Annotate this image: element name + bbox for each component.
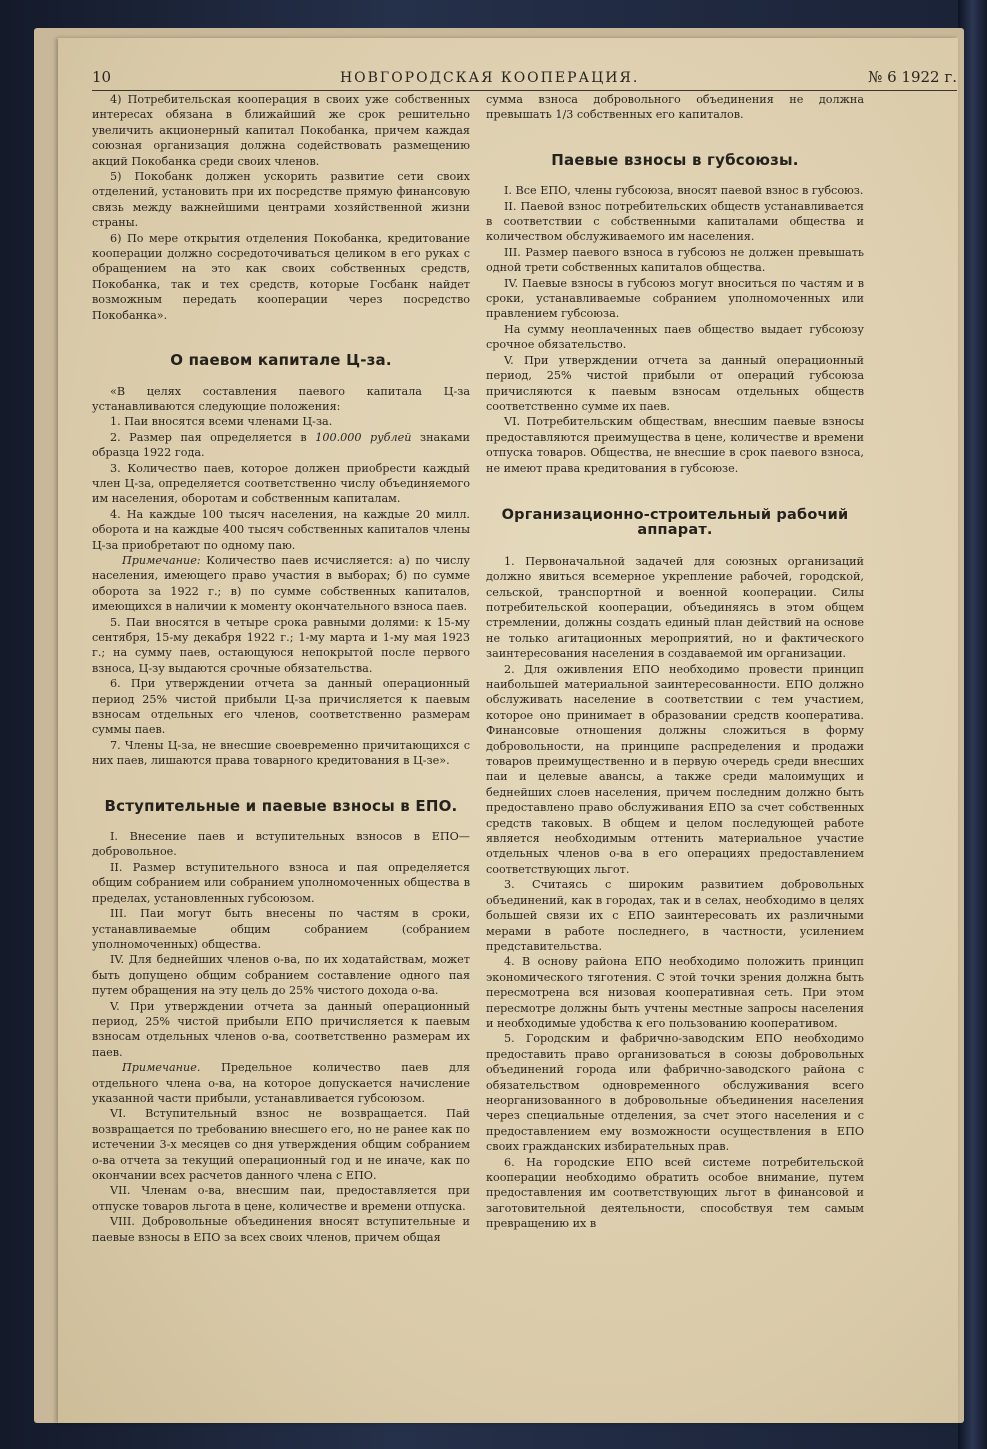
text-run: 2. Размер пая определяется в bbox=[110, 430, 307, 444]
right-column bbox=[486, 92, 864, 1232]
paragraph: 6. На городские ЕПО всей системе потребительской кооперации необходимо обратить особое внимание, путем предоставления им соответствующих льгот в финансовой и заготовительной деятельности, способствуя тем самым превращению их в bbox=[486, 1155, 864, 1231]
note-label: Примечание: bbox=[122, 553, 201, 567]
paragraph: III. Размер паевого взноса в губсоюз не должен превышать одной трети собственных капиталов общества. bbox=[486, 245, 864, 275]
paragraph: II. Размер вступительного взноса и пая определяется общим собранием или собранием уполномоченных общества в пределах, установленных губсоюзом. bbox=[92, 860, 470, 905]
paragraph: 3. Количество паев, которое должен приобрести каждый член Ц-за, определяется соответственно числу объединяемого им населения, оборотам и собственным капиталам. bbox=[92, 461, 470, 506]
paragraph: V. При утверждении отчета за данный операционный период, 25% чистой прибыли ЕПО причисляется к паевым взносам отдельных членов о-ва, соответственно размерам их паев. bbox=[92, 999, 470, 1059]
text-run: знаками образца 1922 года. bbox=[92, 430, 471, 460]
note-label: Примечание. bbox=[122, 1061, 201, 1075]
section-heading: Паевые взносы в губсоюзы. bbox=[551, 150, 799, 169]
paragraph: 4. На каждые 100 тысяч населения, на каждые 20 милл. оборота и на каждые 400 тысяч собственных капиталов члены Ц-за приобретают по одному паю. bbox=[92, 507, 470, 552]
paragraph: 6) По мере открытия отделения Покобанка, кредитование кооперации должно сосредоточиваться целиком в его руках с обращением на это как своих собственных средств, Покобанка, так и тех средств, которые Госбанк найдет возможным передать кооперации через посредство Покобанка». bbox=[92, 231, 470, 322]
paragraph: II. Паевой взнос потребительских обществ устанавливается в соответствии с собственными капиталами общества и количеством обслуживаемого им населения. bbox=[486, 199, 864, 244]
paragraph: I. Внесение паев и вступительных взносов в ЕПО—добровольное. bbox=[92, 830, 470, 859]
paragraph: 5. Паи вносятся в четыре срока равными долями: к 15-му сентября, 15-му декабря 1922 г.; 1-му марта и 1-му мая 1923 г.; на сумму паев, остающуюся непокрытой после первого взноса, Ц-зу выдаются срочные обязательства. bbox=[92, 615, 470, 675]
section-heading: О паевом капитале Ц-за. bbox=[170, 351, 392, 370]
paragraph: «В целях составления паевого капитала Ц-за устанавливаются следующие положения: bbox=[92, 384, 470, 413]
section-heading: Организационно-строительный рабочий аппарат. bbox=[501, 506, 849, 539]
issue-info: № 6 1922 г. bbox=[868, 68, 957, 86]
paragraph: 1. Первоначальной задачей для союзных организаций должно явиться всемерное укрепление рабочей, городской, сельской, транспортной и военной кооперации. Силы потребительской кооперации, объединяясь в этом общем стремлении, должны создать единый план действий на основе не только агитационных мероприятий, но и фактического заинтересования населения в создаваемой им организации. bbox=[486, 554, 864, 661]
paragraph: IV. Для беднейших членов о-ва, по их ходатайствам, может быть допущено общим собранием составление одного пая путем обращения на эту цель до 25% чистого дохода о-ва. bbox=[92, 953, 470, 998]
left-column bbox=[92, 92, 470, 1245]
note-text: Предельное количество паев для отдельного члена о-ва, на которое допускается начисление указанной части прибыли, устанавливается губсоюзом. bbox=[92, 1061, 471, 1105]
paragraph: 6. При утверждении отчета за данный операционный период 25% чистой прибыли Ц-за причисляется к паевым взносам отдельных его членов, соответственно размерам суммы паев. bbox=[92, 677, 470, 737]
note-paragraph bbox=[92, 553, 470, 615]
running-header bbox=[92, 56, 957, 91]
paragraph: VI. Потребительским обществам, внесшим паевые взносы предоставляются преимущества в цене, количестве и времени отпуска товаров. Общества, не внесшие в срок паевого взноса, не имеют права кредитования в губсоюзе. bbox=[486, 415, 864, 475]
page-number: 10 bbox=[92, 68, 112, 86]
paragraph: 3. Считаясь с широким развитием добровольных объединений, как в городах, так и в селах, необходимо в целях большей связи их с ЕПО заинтересовать их различными мерами в работе последнего, в частности, усилением представительства. bbox=[486, 878, 864, 953]
paragraph: VI. Вступительный взнос не возвращается. Пай возвращается по требованию внесшего его, но не ранее как по истечении 3-х месяцев со дня утверждения общим собранием о-ва отчета за текущий операционный год и не иначе, как по окончании всех расчетов данного члена с ЕПО. bbox=[92, 1107, 470, 1182]
paragraph: 2. Для оживления ЕПО необходимо провести принцип наибольшей материальной заинтересованности. ЕПО должно обслуживать население в соответствии с тем участием, которое оно принимает в образовании средств кооператива. Финансовые отношения должны сложиться в форму добровольности, на принципе распределения и продажи товаров преимущественно и в первую очередь среди внесших паи и целевые авансы, а также среди малоимущих и беднейших слоев населения, причем последним должно быть предоставлено право обслуживания ЕПО за счет собственных средств таковых. В общем и целом последующей работе является необходимым оттенить материальное участие отдельных членов о-ва в его операциях предоставлением соответствующих льгот. bbox=[486, 662, 864, 876]
journal-title: НОВГОРОДСКАЯ КООПЕРАЦИЯ. bbox=[339, 70, 640, 86]
note-text: Количество паев исчисляется: а) по числу населения, имеющего право участия в выборах; б) по сумме оборота за 1922 г.; в) по сумме собственных капиталов, имеющихся в наличии к моменту окончательного взноса паев. bbox=[92, 553, 470, 614]
paragraph: IV. Паевые взносы в губсоюз могут вноситься по частям и в сроки, устанавливаемые собранием уполномоченных или правлением губсоюза. bbox=[486, 276, 864, 321]
paragraph: 5) Покобанк должен ускорить развитие сети своих отделений, установить при их посредстве прямую финансовую связь между важнейшими центрами хозяйственной жизни страны. bbox=[92, 170, 470, 230]
section-heading: Вступительные и паевые взносы в ЕПО. bbox=[104, 796, 458, 815]
paragraph: V. При утверждении отчета за данный операционный период, 25% чистой прибыли от операций губсоюза причисляются к паевым взносам отдельных обществ соответственно сумме их паев. bbox=[486, 353, 864, 413]
paragraph: 4. В основу района ЕПО необходимо положить принцип экономического тяготения. С этой точки зрения должна быть пересмотрена вся низовая кооперативная сеть. При этом пересмотре должны быть учтены местные запросы населения и необходимые удобства к его пользованию кооперативом. bbox=[486, 955, 864, 1030]
paragraph: VIII. Добровольные объединения вносят вступительные и паевые взносы в ЕПО за всех своих членов, причем общая bbox=[92, 1215, 470, 1244]
paragraph: сумма взноса добровольного объединения не должна превышать 1/3 собственных его капиталов. bbox=[486, 93, 864, 122]
paragraph: 5. Городским и фабрично-заводским ЕПО необходимо предоставить право организоваться в союзы добровольных объединений города или фабрично-заводского района с обязательством одновременного обслуживания всего неорганизованного в добровольные объединения населения через специальные отделения, за счет этого населения и с предоставлением ему возможности осуществления в ЕПО своих гражданских избирательных прав. bbox=[486, 1032, 864, 1154]
paragraph: 4) Потребительская кооперация в своих уже собственных интересах обязана в ближайший же срок решительно увеличить акционерный капитал Покобанка, причем каждая союзная организация должна содействовать размещению акций Покобанка среди своих членов. bbox=[92, 93, 470, 168]
paragraph: 7. Члены Ц-за, не внесшие своевременно причитающихся с них паев, лишаются права товарного кредитования в Ц-зе». bbox=[92, 738, 470, 768]
paragraph: 1. Паи вносятся всеми членами Ц-за. bbox=[110, 415, 333, 429]
paragraph bbox=[92, 430, 470, 461]
emphasis: 100.000 рублей bbox=[315, 430, 412, 444]
paragraph: На сумму неоплаченных паев общество выдает губсоюзу срочное обязательство. bbox=[486, 322, 864, 352]
paragraph: VII. Членам о-ва, внесшим паи, предоставляется при отпуске товаров льгота в цене, количестве и времени отпуска. bbox=[92, 1184, 470, 1213]
paragraph: III. Паи могут быть внесены по частям в сроки, устанавливаемые общим собранием (собранием уполномоченных) общества. bbox=[92, 907, 470, 951]
note-paragraph bbox=[92, 1060, 470, 1106]
paragraph: I. Все ЕПО, члены губсоюза, вносят паевой взнос в губсоюз. bbox=[504, 184, 864, 198]
